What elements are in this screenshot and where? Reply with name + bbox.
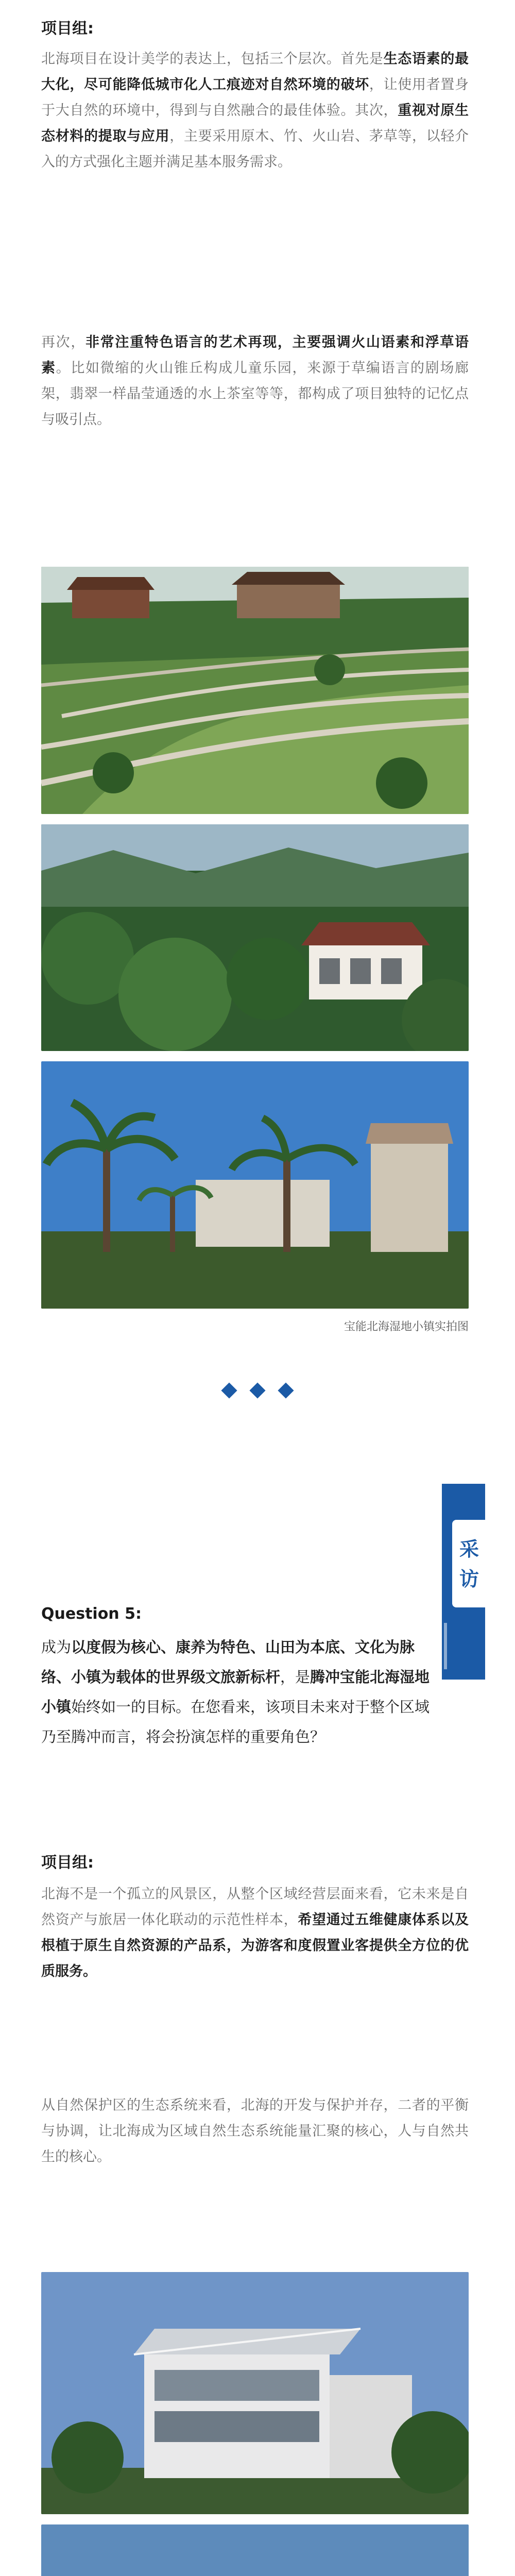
photo-palm-garden [41, 1061, 469, 1309]
photo-modern-building [41, 2272, 469, 2514]
section1-paragraph-1: 北海项目在设计美学的表达上，包括三个层次。首先是生态语素的最大化，尽可能降低城市化人工痕迹对自然环境的破坏，让使用者置身于大自然的环境中，得到与自然融合的最佳体验。其次，重视对原生态材料的提取与应用，主要采用原木、竹、火山岩、茅草等，以轻介入的方式强化主题并满足基本服务需求。 [41, 51, 469, 170]
section2-label: 项目组: [41, 1854, 94, 1872]
section2-paragraph-1: 北海不是一个孤立的风景区，从整个区域经营层面来看，它未来是自然资产与旅居一体化联动的示范性样本，希望通过五维健康体系以及根植于原生自然资源的产品系，为游客和度假置业客提供全方位的优质服务。 [41, 1886, 469, 1979]
divider-diamond [249, 1382, 265, 1398]
question-text: 成为以度假为核心、康养为特色、山田为本底、文化为脉络、小镇为载体的世界级文旅新标杆，是腾冲宝能北海湿地小镇始终如一的目标。在您看来，该项目未来对于整个区域乃至腾冲而言，将会扮演怎样的重要角色？ [41, 1638, 430, 1745]
divider-diamond [278, 1382, 294, 1398]
question-label: Question 5: [41, 1605, 142, 1623]
photo-villas-forest [41, 824, 469, 1051]
photo-terraced-resort [41, 567, 469, 814]
section1-paragraph-2: 再次，非常注重特色语言的艺术再现，主要强调火山语素和浮草语素。比如微缩的火山锥丘构成儿童乐园，来源于草编语言的剧场廊架，翡翠一样晶莹通透的水上茶室等等，都构成了项目独特的记忆点与吸引点。 [41, 334, 469, 428]
section-divider [0, 1385, 515, 1398]
photo-curved-roof-building [41, 2524, 469, 2576]
divider-diamond [221, 1382, 237, 1398]
photo-caption-1: 宝能北海湿地小镇实拍图 [344, 1320, 469, 1333]
interview-tab-label: 采访 [459, 1538, 479, 1590]
section1-label: 项目组: [41, 20, 94, 38]
section2-paragraph-2: 从自然保护区的生态系统来看，北海的开发与保护并存，二者的平衡与协调，让北海成为区域自然生态系统能量汇聚的核心，人与自然共生的核心。 [41, 2097, 469, 2165]
interview-side-tab [442, 1484, 485, 1680]
